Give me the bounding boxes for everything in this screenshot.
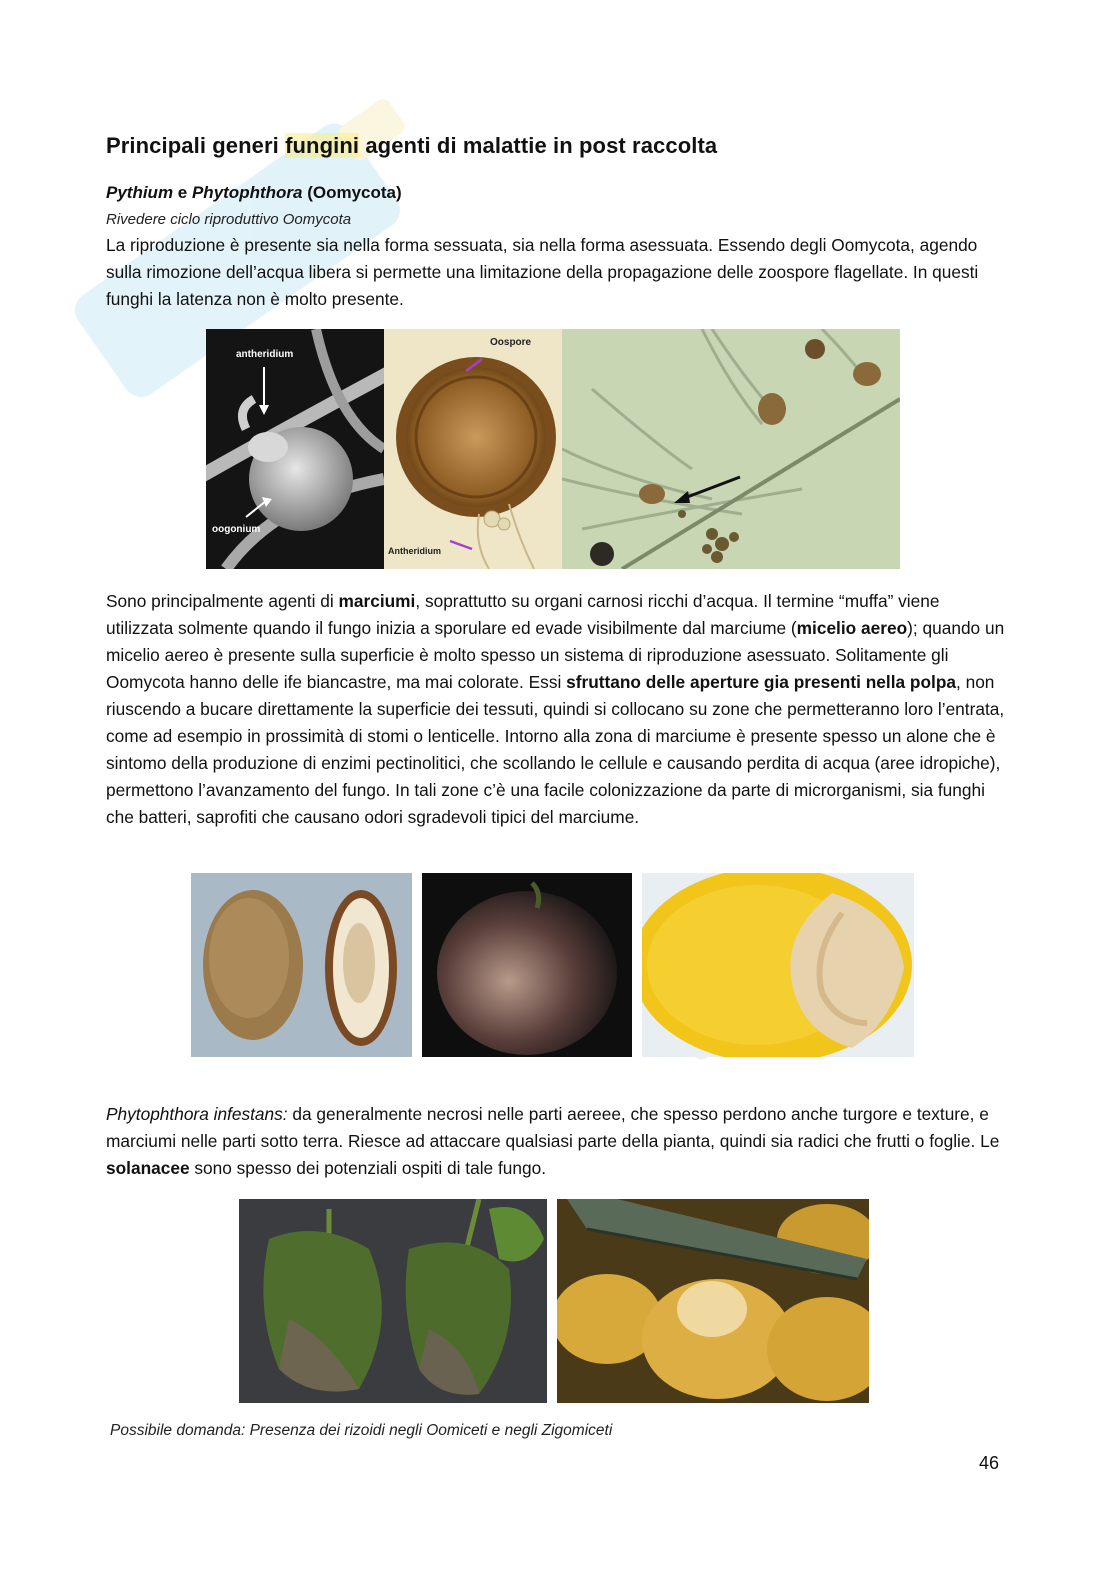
label-oogonium: oogonium [212, 524, 261, 535]
image-blighted-leaves [239, 1199, 547, 1403]
figure-caption: Possibile domanda: Presenza dei rizoidi negli Oomiceti e negli Zigomiceti [110, 1422, 613, 1439]
image-melon-rot [642, 873, 914, 1057]
highlighted-word: fungini [285, 133, 360, 158]
paragraph-rot: Sono principalmente agenti di marciumi, soprattutto su organi carnosi ricchi d’acqua. Il termine “muffa” viene utilizzata solmente quando il fungo inizia a sporulare ed evade visibilmente dal marciume (micelio aereo); quando un micelio aereo è presente sulla superficie è molto spesso un sistema di riproduzione asessuato. Solitamente gli Oomycota hanno delle ife biancastre, ma mai colorate. Essi sfruttano delle aperture gia presenti nella polpa, non riuscendo a bucare direttamente la superficie dei tessuti, quindi si collocano su zone che permetteranno loro l’entrata, come ad esempio in prossimità di stomi o lenticelle. Intorno alla zona di marciume è presente spesso un alone che è sintomo della produzione di enzimi pectinolitici, che scollando le cellule e causando perdita di acqua (aree idropiche), permettono l’avanzamento del fungo. In tali zone c’è una facile colonizzazione da parte di microrganismi, sia funghi che batteri, saprofiti che causano odori sgradevoli tipici del marciume. [106, 591, 1005, 827]
image-tomato-rot [422, 873, 632, 1057]
paragraph-reproduction: La riproduzione è presente sia nella forma sessuata, sia nella forma asessuata. Essendo degli Oomycota, agendo sulla rimozione dell’acqua libera si permette una limitazione della propagazione delle zoospore flagellate. In questi funghi la latenza non è molto presente. [106, 235, 979, 309]
page-number: 46 [979, 1453, 1000, 1473]
label-antheridium: antheridium [236, 349, 294, 360]
paragraph-infestans: Phytophthora infestans: da generalmente necrosi nelle parti aereee, che spesso perdono anche turgore e texture, e marciumi nelle parti sotto terra. Riesce ad attaccare qualsiasi parte della pianta, quindi sia radici che frutti o foglie. Le solanacee sono spesso dei potenziali ospiti di tale fungo. [106, 1104, 1000, 1178]
image-infected-tubers [557, 1199, 869, 1403]
figure-microscopy [206, 329, 900, 569]
image-oospore [384, 329, 562, 569]
label-antheridium-lm: Antheridium [388, 546, 441, 556]
image-sem-oogonium [206, 329, 384, 569]
image-potato-rot [191, 873, 412, 1057]
page-title: Principali generi fungini agenti di malattie in post raccolta [106, 133, 718, 158]
figure-late-blight [239, 1199, 869, 1403]
image-sporangia [562, 329, 900, 569]
study-note: Rivedere ciclo riproduttivo Oomycota [106, 211, 352, 228]
section-heading: Pythium e Phytophthora (Oomycota) [106, 183, 402, 202]
label-oospore: Oospore [490, 337, 532, 348]
figure-rot-examples [191, 873, 914, 1057]
